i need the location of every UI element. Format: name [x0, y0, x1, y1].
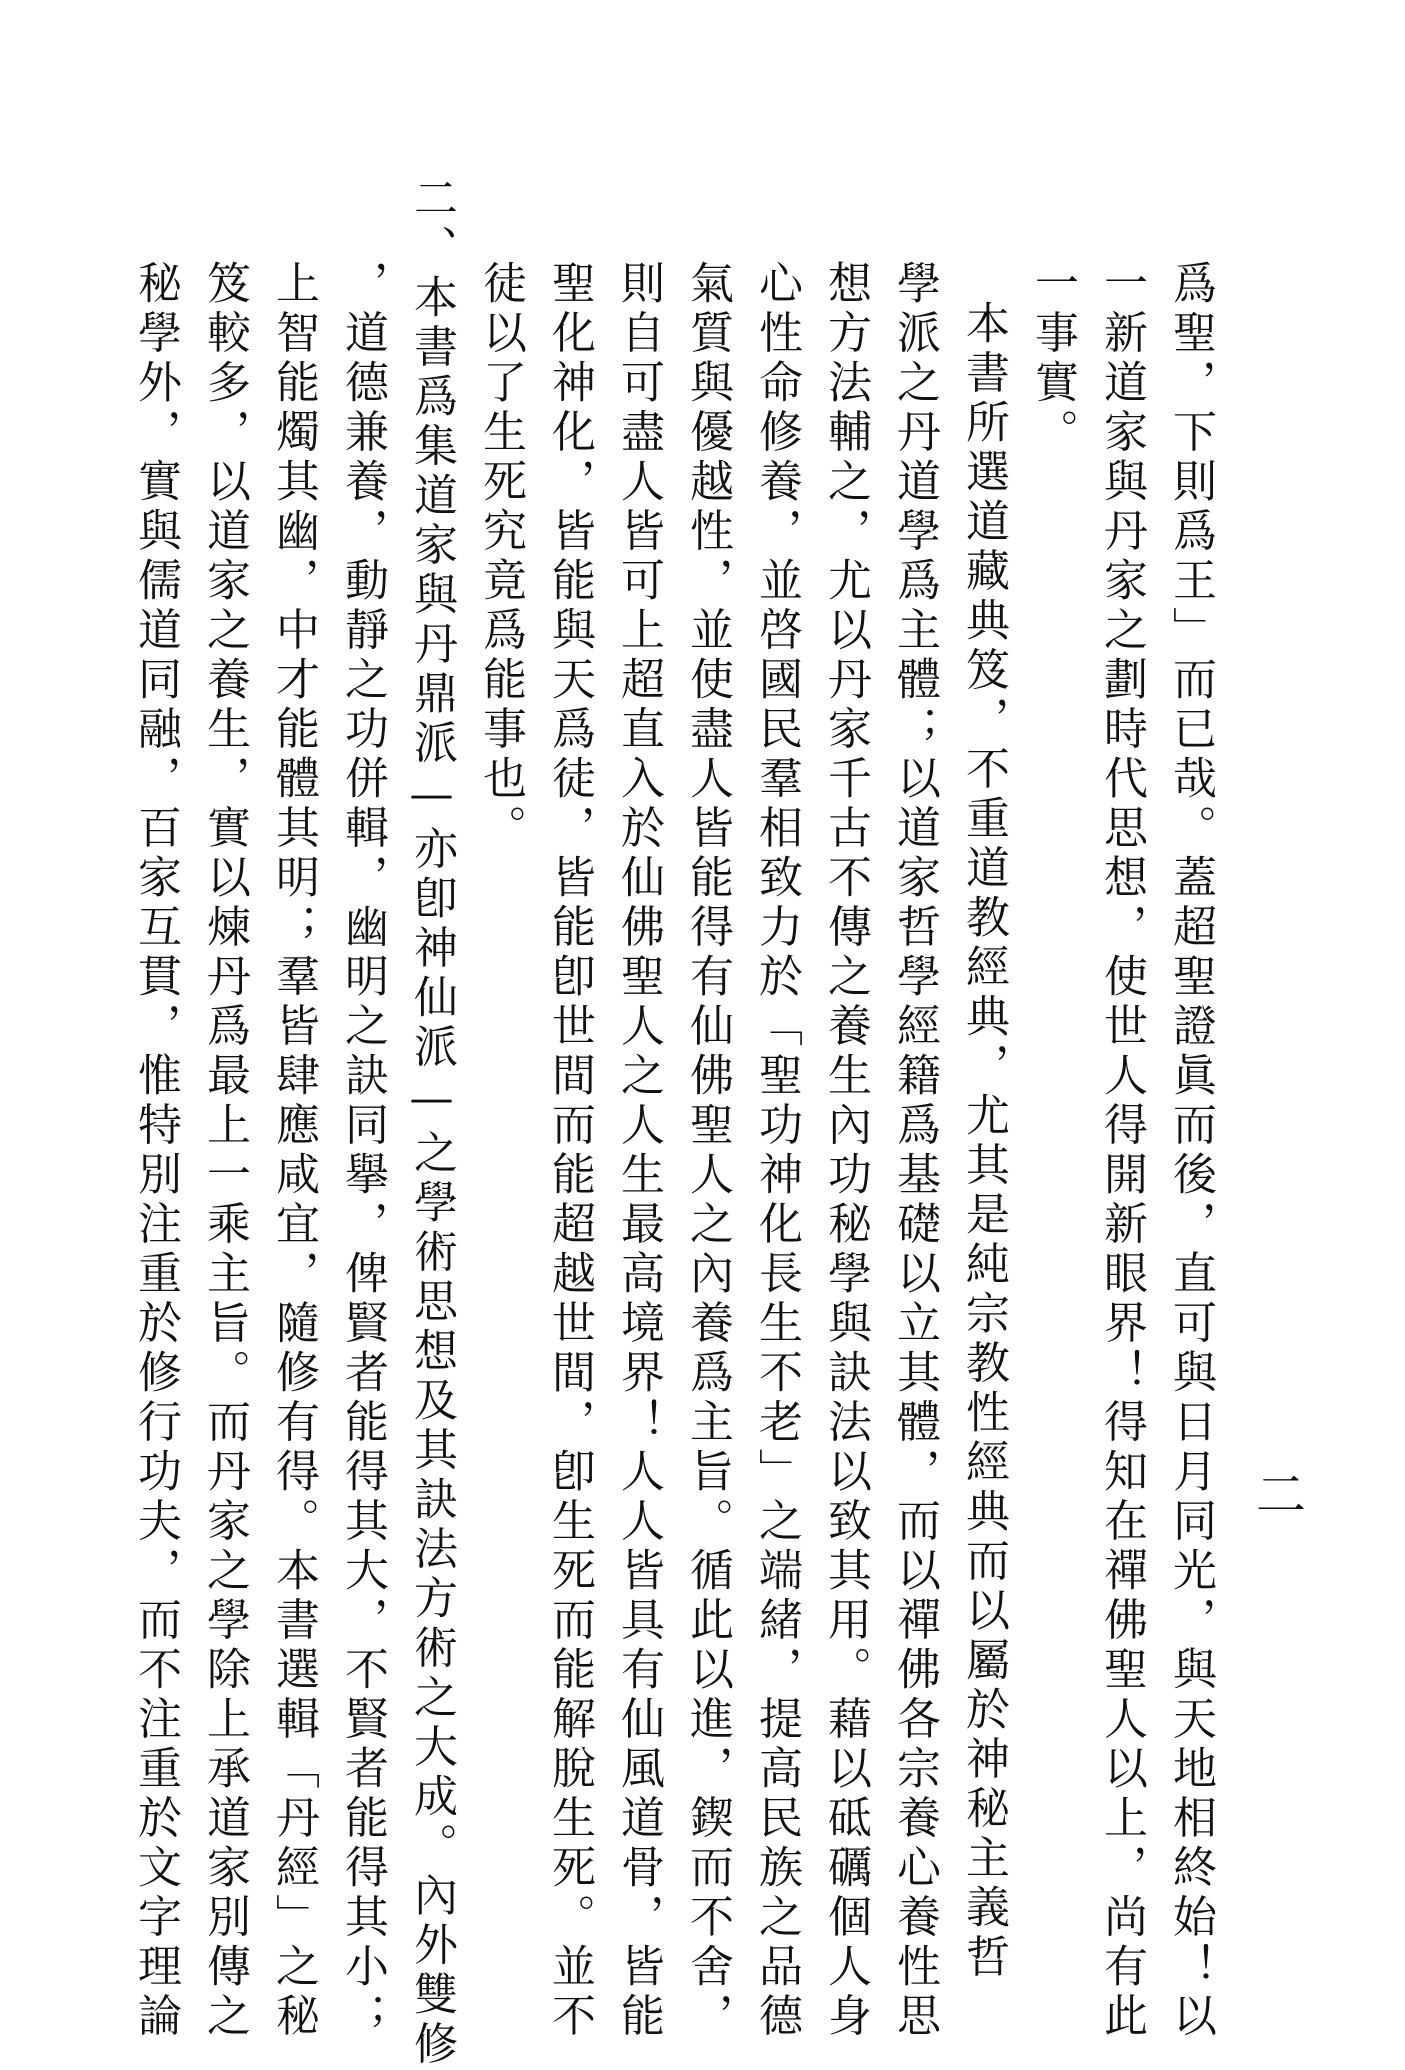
text-column: 學派之丹道學爲主體；以道家哲學經籍爲基礎以立其體，而以禪佛各宗養心養性思: [889, 260, 940, 2042]
page-number: 二: [1248, 1468, 1306, 1518]
text-column: 徒以了生死究竟爲能事也。: [475, 260, 526, 854]
text-column: 氣質與優越性，並使盡人皆能得有仙佛聖人之內養爲主旨。循此以進，鍥而不舍，: [682, 260, 733, 2042]
vertical-text-block: [121, 160, 1225, 2070]
text-column: 笈較多，以道家之養生，實以煉丹爲最上一乘主旨。而丹家之學除上承道家別傳之: [199, 260, 250, 2042]
text-column: 爲聖，下則爲王」而已哉。蓋超聖證眞而後，直可與日月同光，與天地相終始！以: [1165, 260, 1216, 2042]
text-column: 秘學外，實與儒道同融，百家互貫，惟特別注重於修行功夫，而不注重於文字理論: [130, 260, 181, 2042]
text-column: 想方法輔之，尤以丹家千古不傳之養生內功秘學與訣法以致其用。藉以砥礪個人身: [820, 260, 871, 2042]
text-column: 聖化神化，皆能與天爲徒，皆能卽世間而能超越世間，卽生死而能解脫生死。並不: [544, 260, 595, 2042]
text-column: 上智能燭其幽，中才能體其明；羣皆肆應咸宜，隨修有得。本書選輯「丹經」之秘: [268, 260, 319, 2042]
section-heading-column: 二、本書爲集道家與丹鼎派—亦卽神仙派—之學術思想及其訣法方術之大成。內外雙修: [406, 175, 457, 2070]
text-column: 一新道家與丹家之劃時代思想，使世人得開新眼界！得知在禪佛聖人以上，尚有此: [1096, 260, 1147, 2042]
text-column: 心性命修養，並啓國民羣相致力於「聖功神化長生不老」之端緒，提高民族之品德: [751, 260, 802, 2042]
text-column: 則自可盡人皆可上超直入於仙佛聖人之人生最高境界！人人皆具有仙風道骨，皆能: [613, 260, 664, 2042]
text-column: ，道德兼養，動靜之功併輯，幽明之訣同擧，俾賢者能得其大，不賢者能得其小；: [337, 260, 388, 2042]
text-column: 本書所選道藏典笈，不重道教經典，尤其是純宗教性經典而以屬於神秘主義哲: [958, 300, 1009, 1983]
text-column: 一事實。: [1027, 260, 1078, 458]
